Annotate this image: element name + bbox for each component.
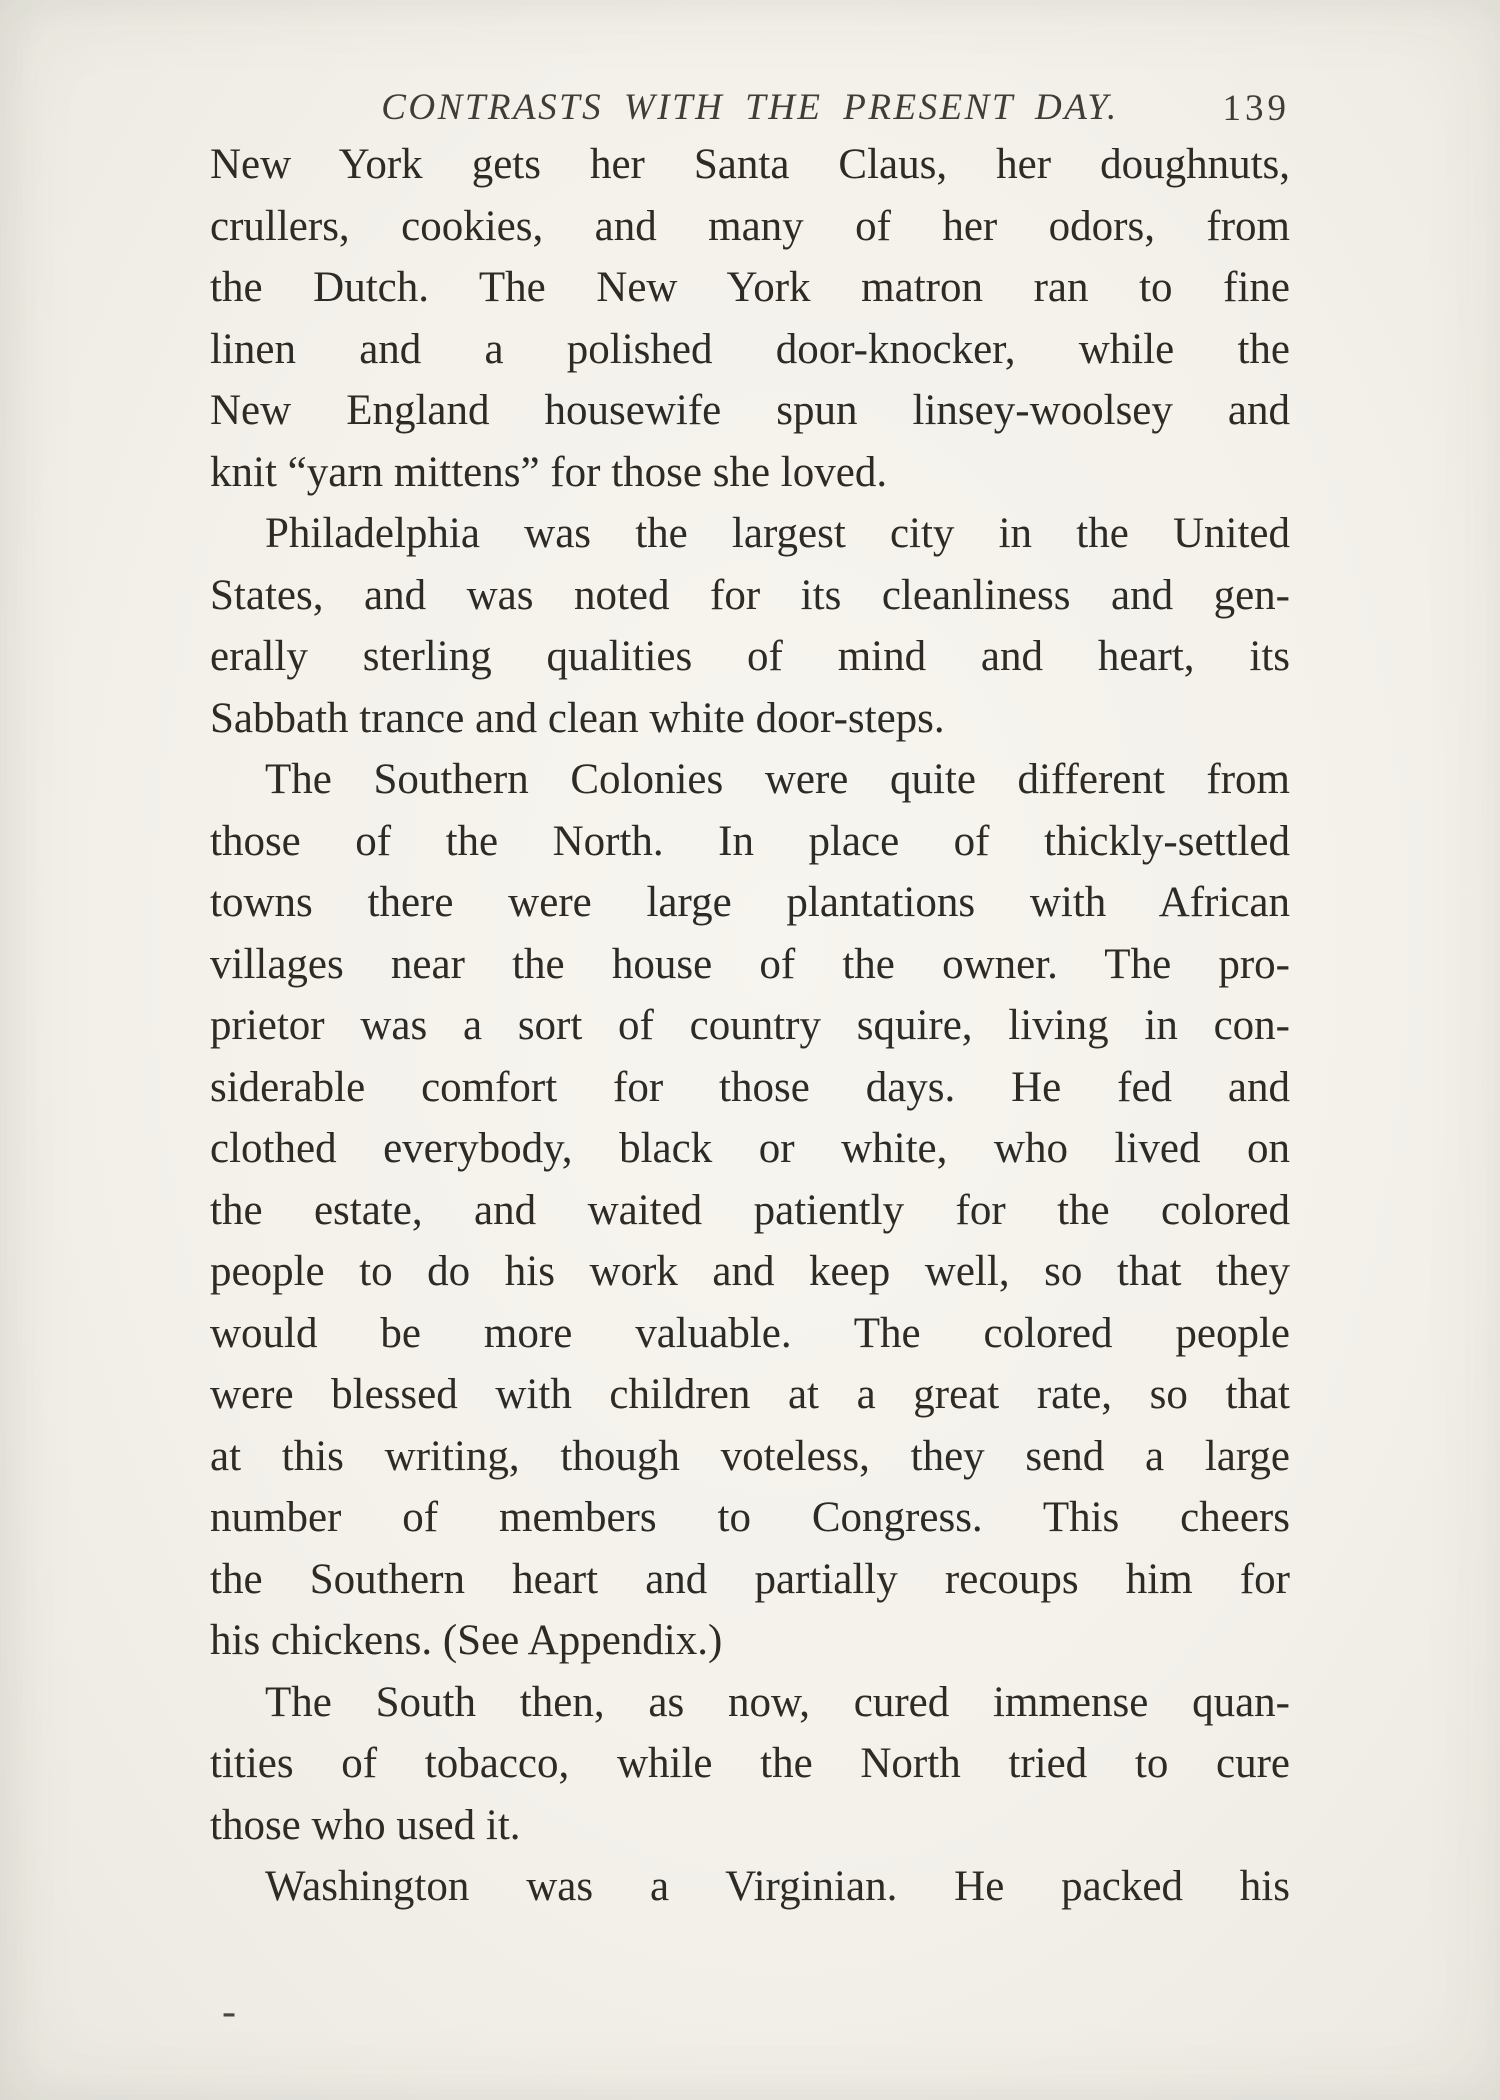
text-line: prietor was a sort of country squire, living in con- (210, 1002, 1290, 1049)
text-line: Washington was a Virginian. He packed his (265, 1863, 1290, 1910)
text-line: those of the North. In place of thickly-settled (210, 817, 1290, 865)
text-line: linen and a polished door-knocker, while the (210, 325, 1290, 373)
text-line: would be more valuable. The colored people (210, 1309, 1290, 1357)
text-line: Philadelphia was the largest city in the United (265, 510, 1290, 557)
text-line: knit “yarn mittens” for those she loved. (210, 448, 888, 496)
text-line: the Southern heart and partially recoups him for (210, 1555, 1290, 1603)
text-line: tities of tobacco, while the North tried to cure (210, 1740, 1290, 1787)
text-line: the Dutch. The New York matron ran to fine (210, 264, 1290, 311)
text-line: States, and was noted for its cleanliness and gen- (210, 571, 1290, 619)
page-body (210, 134, 1290, 1918)
text-line: New England housewife spun linsey-woolsey and (210, 387, 1290, 434)
text-line: number of members to Congress. This cheers (210, 1494, 1290, 1541)
end-dash: - (222, 1989, 236, 2035)
text-line: towns there were large plantations with African (210, 879, 1290, 926)
text-line: the estate, and waited patiently for the colored (210, 1186, 1290, 1234)
text-line: Sabbath trance and clean white door-steps. (210, 694, 945, 742)
text-line: villages near the house of the owner. The pro- (210, 940, 1290, 988)
text-line: at this writing, though voteless, they send a large (210, 1432, 1290, 1480)
text-line: were blessed with children at a great rate, so that (210, 1371, 1290, 1418)
text-line: The Southern Colonies were quite different from (265, 756, 1290, 803)
chapter-title: CONTRASTS WITH THE PRESENT DAY. (381, 87, 1119, 128)
text-line: erally sterling qualities of mind and heart, its (210, 633, 1290, 680)
text-line: siderable comfort for those days. He fed and (210, 1063, 1290, 1111)
text-line: The South then, as now, cured immense quan- (265, 1678, 1290, 1726)
text-line: clothed everybody, black or white, who lived on (210, 1125, 1290, 1172)
page-number: 139 (1222, 88, 1290, 129)
running-header (210, 86, 1290, 140)
text-line: New York gets her Santa Claus, her doughnuts, (210, 141, 1290, 188)
text-line: his chickens. (See Appendix.) (210, 1617, 723, 1664)
text-line: people to do his work and keep well, so that they (210, 1248, 1290, 1295)
text-line: those who used it. (210, 1801, 521, 1849)
text-line: crullers, cookies, and many of her odors, from (210, 202, 1290, 250)
